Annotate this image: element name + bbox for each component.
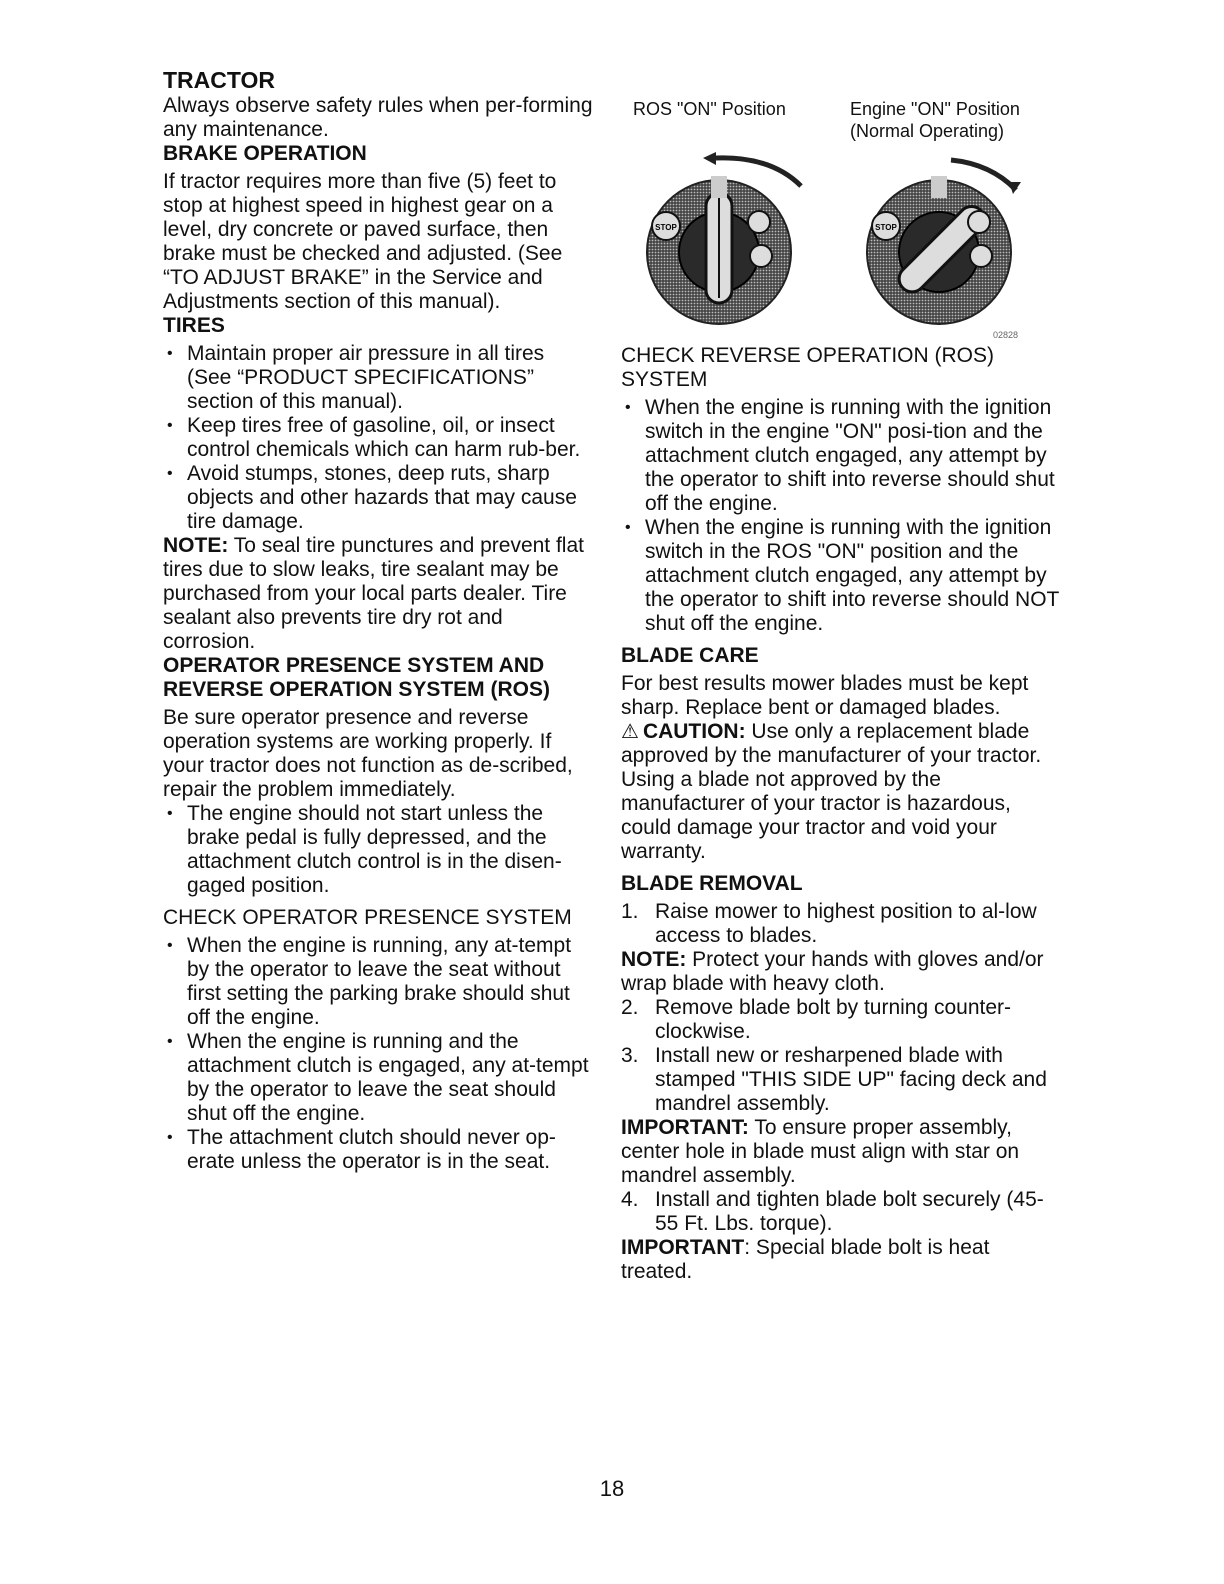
blade-removal-step-1 bbox=[621, 900, 1061, 948]
note-label: NOTE: bbox=[621, 948, 687, 971]
note-label: NOTE: bbox=[163, 534, 229, 557]
check-ops-heading: CHECK OPERATOR PRESENCE SYSTEM bbox=[163, 906, 572, 929]
note-text: To seal tire punctures and prevent flat tires due to slow leaks, tire sealant may be purchased from your local parts dealer. Tire sealant also prevents tire dry rot and corrosion. bbox=[163, 534, 584, 653]
ros-switch-icon bbox=[647, 152, 801, 324]
list-item: 4. Install and tighten blade bolt securely (45-55 Ft. Lbs. torque). bbox=[621, 1188, 1044, 1235]
list-item: 1. Raise mower to highest position to al-low access to blades. bbox=[621, 900, 1037, 947]
stop-label: STOP bbox=[655, 223, 677, 232]
tires-note bbox=[163, 534, 593, 654]
list-item: • When the engine is running and the attachment clutch is engaged, any at-tempt by the operator to leave the seat should shut off the engine. bbox=[163, 1030, 593, 1126]
figure-ref: 02828 bbox=[993, 330, 1019, 340]
important-note-1 bbox=[621, 1116, 1061, 1188]
ros-position-label: ROS "ON" Position bbox=[633, 99, 786, 119]
blade-removal-note bbox=[621, 948, 1061, 996]
tires-heading: TIRES bbox=[163, 314, 225, 337]
important-label: IMPORTANT: bbox=[621, 1116, 749, 1139]
blade-removal-step-4 bbox=[621, 1188, 1061, 1236]
list-item: • The engine should not start unless the brake pedal is fully depressed, and the attachment clutch control is in the disen-gaged position. bbox=[163, 802, 593, 898]
brake-text: If tractor requires more than five (5) feet to stop at highest speed in highest gear on a level, dry concrete or paved surface, then brake must be checked and adjusted. (See “TO ADJUST BRAKE” in the Service and Adjustments section of this manual). bbox=[163, 170, 563, 313]
check-ops-list bbox=[163, 934, 593, 1174]
caution-paragraph bbox=[621, 720, 1061, 864]
tires-list bbox=[163, 342, 593, 534]
blade-care-text: For best results mower blades must be kept sharp. Replace bent or damaged blades. bbox=[621, 672, 1029, 719]
important-note-2 bbox=[621, 1236, 1061, 1284]
check-ros-list bbox=[621, 396, 1061, 636]
list-item: • Keep tires free of gasoline, oil, or insect control chemicals which can harm rub-ber. bbox=[163, 414, 593, 462]
brake-heading: BRAKE OPERATION bbox=[163, 142, 367, 165]
blade-removal-heading: BLADE REMOVAL bbox=[621, 872, 803, 895]
normal-operating-label: (Normal Operating) bbox=[850, 121, 1005, 141]
intro-text: Always observe safety rules when per-forming any maintenance. bbox=[163, 94, 593, 141]
list-item: 2. Remove blade bolt by turning counter-clockwise. bbox=[621, 996, 1012, 1043]
warning-triangle-icon: ⚠ bbox=[621, 721, 639, 743]
list-item: • When the engine is running with the ignition switch in the engine "ON" posi-tion and the attachment clutch engaged, any attempt by the operator to shift into reverse should shut off the engine. bbox=[621, 396, 1061, 516]
caution-label: CAUTION: bbox=[642, 720, 746, 743]
section-title: TRACTOR bbox=[163, 67, 276, 93]
blade-removal-steps-2-3 bbox=[621, 996, 1061, 1116]
ignition-switch-figure bbox=[621, 98, 1061, 348]
left-column bbox=[163, 66, 593, 1174]
engine-position-label: Engine "ON" Position bbox=[850, 99, 1020, 119]
caution-text: Use only a replacement blade approved by the manufacturer of your tractor. Using a blade not approved by the manufacturer of your tractor is hazardous, could damage your tractor and void your warranty. bbox=[621, 720, 1042, 863]
important-text: : Special blade bolt is heat treated. bbox=[621, 1236, 990, 1283]
list-item: • Maintain proper air pressure in all tires (See “PRODUCT SPECIFICATIONS” section of this manual). bbox=[163, 342, 593, 414]
blade-care-heading: BLADE CARE bbox=[621, 644, 759, 667]
engine-switch-icon bbox=[867, 160, 1021, 324]
ops-heading: OPERATOR PRESENCE SYSTEM AND REVERSE OPERATION SYSTEM (ROS) bbox=[163, 654, 550, 701]
ops-list bbox=[163, 802, 593, 898]
list-item: • The attachment clutch should never op-erate unless the operator is in the seat. bbox=[163, 1126, 593, 1174]
list-item: • When the engine is running, any at-tempt by the operator to leave the seat without first setting the parking brake should shut off the engine. bbox=[163, 934, 593, 1030]
ignition-switch-drawings bbox=[621, 98, 1061, 348]
note-text: Protect your hands with gloves and/or wrap blade with heavy cloth. bbox=[621, 948, 1044, 995]
check-ros-heading: CHECK REVERSE OPERATION (ROS) SYSTEM bbox=[621, 344, 994, 391]
stop-label: STOP bbox=[875, 223, 897, 232]
list-item: 3. Install new or resharpened blade with stamped "THIS SIDE UP" facing deck and mandrel assembly. bbox=[621, 1044, 1047, 1115]
important-text: To ensure proper assembly, center hole in blade must align with star on mandrel assembly. bbox=[621, 1116, 1020, 1187]
list-item: • When the engine is running with the ignition switch in the ROS "ON" position and the attachment clutch engaged, any attempt by the operator to shift into reverse should NOT shut off the engine. bbox=[621, 516, 1061, 636]
right-column bbox=[621, 344, 1061, 1284]
important-label: IMPORTANT bbox=[621, 1236, 745, 1259]
page-number: 18 bbox=[599, 1476, 625, 1501]
ops-text: Be sure operator presence and reverse operation systems are working properly. If your tractor does not function as de-scribed, repair the problem immediately. bbox=[163, 706, 573, 801]
list-item: • Avoid stumps, stones, deep ruts, sharp objects and other hazards that may cause tire damage. bbox=[163, 462, 593, 534]
